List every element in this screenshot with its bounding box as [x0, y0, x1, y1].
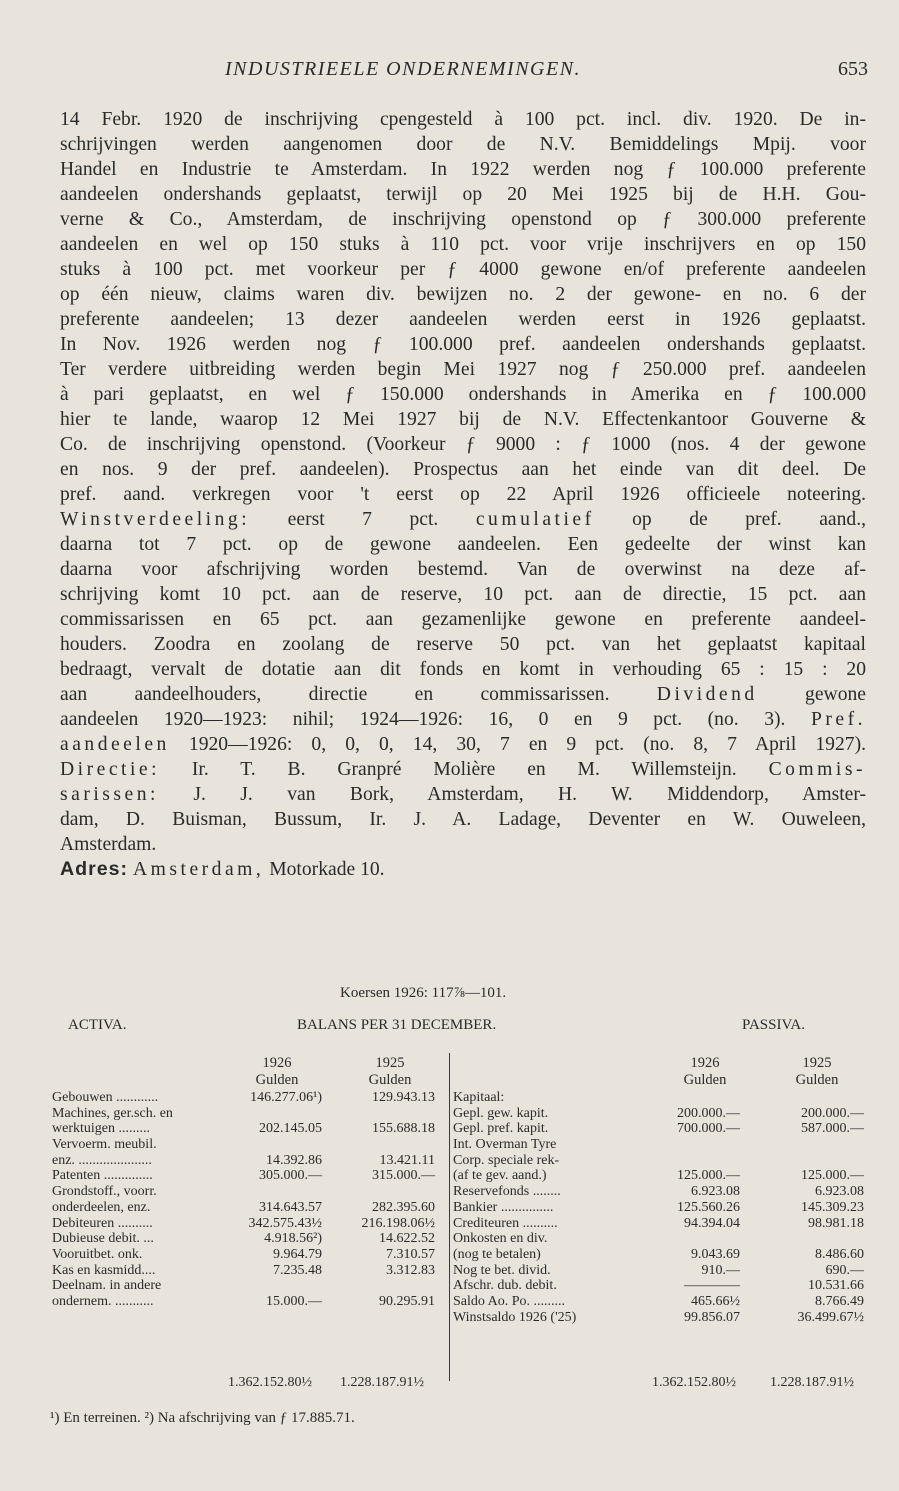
year-label: 1925	[802, 1055, 832, 1071]
activa-value-1925: 315.000.—	[372, 1168, 435, 1184]
text-line: aandeelen ondershands geplaatst, terwijl op 20 Mei 1925 bij de H.H. Gou-	[60, 184, 866, 205]
passiva-row-label: Kapitaal:	[453, 1090, 505, 1105]
activa-value-1926: 14.392.86	[266, 1152, 322, 1168]
passiva-row-label: (af te gev. aand.)	[453, 1168, 547, 1184]
spaced-label: Directie:	[60, 759, 161, 780]
column-divider	[449, 1053, 450, 1381]
passiva-row-label: Gepl. pref. kapit.	[453, 1121, 549, 1137]
text-span: op de pref. aand.,	[594, 509, 866, 530]
activa-value-1926: 15.000.—	[266, 1293, 322, 1309]
activa-value-1925: 90.295.91	[379, 1293, 435, 1309]
text-line: bedraagt, vervalt de dotatie aan dit fonds en komt in verhouding 65 : 15 : 20	[60, 659, 866, 680]
passiva-total-1925: 1.228.187.91½	[770, 1375, 854, 1390]
text-span: eerst 7 pct.	[250, 509, 476, 530]
text-line: stuks à 100 pct. met voorkeur per ƒ 4000 gewone en/of preferente aandeelen	[60, 259, 866, 280]
passiva-value-1926: 910.—	[701, 1262, 740, 1278]
year-label: 1926	[262, 1055, 292, 1071]
activa-value-1926	[212, 1106, 322, 1122]
passiva-1925-values	[752, 1090, 864, 1325]
activa-row-label: Grondstoff., voorr.	[52, 1184, 157, 1200]
passiva-value-1926	[630, 1231, 740, 1247]
passiva-value-1925: 145.309.23	[801, 1199, 864, 1215]
text-line: schrijving komt 10 pct. aan de reserve, 10 pct. aan de directie, 15 pct. aan	[60, 584, 866, 605]
passiva-col-1925-header	[772, 1055, 862, 1089]
activa-value-1925: 155.688.18	[372, 1121, 435, 1137]
activa-row-label: Vooruitbet. onk.	[52, 1246, 143, 1262]
activa-value-1925	[325, 1184, 435, 1200]
passiva-row-label: Reservefonds ........	[453, 1184, 561, 1200]
text-span: Ir. T. B. Granpré Molière en M. Willemsteijn.	[160, 759, 737, 780]
passiva-value-1926: 700.000.—	[677, 1121, 740, 1137]
activa-labels	[52, 1090, 173, 1310]
text-line	[60, 707, 866, 732]
passiva-value-1925	[752, 1137, 864, 1153]
body-text	[60, 107, 866, 882]
activa-value-1926: 7.235.48	[273, 1262, 322, 1278]
text-line: In Nov. 1926 werden nog ƒ 100.000 pref. aandeelen ondershands geplaatst.	[60, 334, 866, 355]
activa-col-1925-header	[345, 1055, 435, 1089]
passiva-value-1925: 10.531.66	[808, 1278, 864, 1294]
passiva-value-1925: 200.000.—	[801, 1105, 864, 1121]
activa-value-1925: 216.198.06½	[361, 1215, 435, 1231]
balance-title: BALANS PER 31 DECEMBER.	[297, 1017, 497, 1033]
activa-col-1926-header	[232, 1055, 322, 1089]
passiva-row-label: (nog te betalen)	[453, 1246, 541, 1262]
text-line: aandeelen en wel op 150 stuks à 110 pct. voor vrije inschrijvers en op 150	[60, 234, 866, 255]
text-line	[60, 732, 866, 757]
spaced-label: aandeelen	[60, 734, 170, 755]
passiva-value-1926: 6.923.08	[691, 1184, 740, 1200]
passiva-row-label: Int. Overman Tyre	[453, 1137, 557, 1153]
passiva-value-1926: 99.856.07	[684, 1309, 740, 1325]
text-line: commissarissen en 65 pct. aan gezamenlijke gewone en preferente aandeel-	[60, 609, 866, 630]
activa-value-1926: 342.575.43½	[248, 1215, 322, 1231]
passiva-value-1925	[752, 1153, 864, 1169]
passiva-col-1926-header	[655, 1055, 755, 1089]
spaced-label: Pref.	[810, 709, 866, 730]
text-line: houders. Zoodra en zoolang de reserve 50 pct. van het geplaatst kapitaal	[60, 634, 866, 655]
passiva-value-1925	[752, 1231, 864, 1247]
text-line: pref. aand. verkregen voor 't eerst op 22 April 1926 officieele noteering.	[60, 484, 866, 505]
text-line: à pari geplaatst, en wel ƒ 150.000 ondershands in Amerika en ƒ 100.000	[60, 384, 866, 405]
activa-value-1925: 7.310.57	[386, 1246, 435, 1262]
text-span: aandeelen 1920—1923: nihil; 1924—1926: 16, 0 en 9 pct. (no. 3).	[60, 709, 786, 730]
spaced-label: Dividend	[656, 684, 758, 705]
text-line: Co. de inschrijving openstond. (Voorkeur ƒ 9000 : ƒ 1000 (nos. 4 der gewone	[60, 434, 866, 455]
text-line: Handel en Industrie te Amsterdam. In 1922 werden nog ƒ 100.000 preferente	[60, 159, 866, 180]
passiva-row-label: Bankier ...............	[453, 1199, 554, 1215]
activa-1925-values	[325, 1090, 435, 1310]
passiva-value-1925: 8.766.49	[815, 1293, 864, 1309]
activa-value-1926: 305.000.—	[259, 1168, 322, 1184]
passiva-row-label: Afschr. dub. debit.	[453, 1278, 557, 1294]
passiva-row-label: Gepl. gew. kapit.	[453, 1105, 549, 1121]
activa-row-label: ondernem. ...........	[52, 1293, 154, 1309]
year-label: 1925	[375, 1055, 405, 1071]
text-line: schrijvingen werden aangenomen door de N.V. Bemiddelings Mpij. voor	[60, 134, 866, 155]
footnote: ¹) En terreinen. ²) Na afschrijving van ƒ 17.885.71.	[50, 1410, 355, 1426]
text-line: daarna voor afschrijving worden bestemd. Van de overwinst na deze af-	[60, 559, 866, 580]
activa-value-1926: 146.277.06¹)	[250, 1090, 322, 1105]
activa-value-1925	[325, 1278, 435, 1294]
activa-row-label: Gebouwen ............	[52, 1090, 159, 1105]
activa-row-label: Debiteuren ..........	[52, 1215, 153, 1231]
activa-row-label: Patenten ..............	[52, 1168, 153, 1184]
passiva-value-1926: 465.66½	[691, 1293, 740, 1309]
passiva-value-1925: 8.486.60	[815, 1246, 864, 1262]
unit-label: Gulden	[368, 1072, 412, 1088]
passiva-value-1926: 125.000.—	[677, 1168, 740, 1184]
activa-value-1925	[325, 1137, 435, 1153]
activa-row-label: Vervoerm. meubil.	[52, 1137, 157, 1153]
activa-value-1925: 14.622.52	[379, 1231, 435, 1247]
activa-value-1925: 282.395.60	[372, 1199, 435, 1215]
address-label: Adres:	[60, 858, 129, 880]
passiva-value-1926: ————	[684, 1278, 740, 1294]
activa-value-1926: 202.145.05	[259, 1121, 322, 1137]
passiva-value-1925: 36.499.67½	[797, 1309, 864, 1325]
text-span: aan aandeelhouders, directie en commissarissen.	[60, 684, 610, 705]
passiva-value-1925: 587.000.—	[801, 1121, 864, 1137]
spaced-label: cumulatief	[475, 509, 595, 530]
passiva-value-1926: 200.000.—	[677, 1105, 740, 1121]
passiva-row-label: Crediteuren ..........	[453, 1215, 558, 1231]
activa-value-1926	[212, 1278, 322, 1294]
passiva-value-1926	[630, 1090, 740, 1106]
text-line	[60, 782, 866, 807]
passiva-row-label: Corp. speciale rek-	[453, 1152, 560, 1168]
activa-value-1926	[212, 1184, 322, 1200]
running-header-title: INDUSTRIEELE ONDERNEMINGEN.	[225, 58, 582, 80]
activa-value-1926	[212, 1137, 322, 1153]
koersen-line: Koersen 1926: 117⅞—101.	[340, 985, 507, 1001]
activa-value-1925: 3.312.83	[386, 1262, 435, 1278]
passiva-value-1925: 125.000.—	[801, 1168, 864, 1184]
passiva-row-label: Winstsaldo 1926 ('25)	[453, 1309, 577, 1325]
activa-title: ACTIVA.	[68, 1017, 127, 1033]
text-line: preferente aandeelen; 13 dezer aandeelen werden eerst in 1926 geplaatst.	[60, 309, 866, 330]
passiva-value-1925	[752, 1090, 864, 1106]
text-span: 1920—1926: 0, 0, 0, 14, 30, 7 en 9 pct. (no. 8, 7 April 1927).	[169, 734, 866, 755]
passiva-1926-values	[630, 1090, 740, 1325]
text-line	[60, 682, 866, 707]
text-span: gewone	[757, 684, 866, 705]
page-number: 653	[838, 58, 868, 80]
passiva-row-label: Nog te bet. divid.	[453, 1262, 551, 1278]
text-line: en nos. 9 der pref. aandeelen). Prospectus aan het einde van dit deel. De	[60, 459, 866, 480]
passiva-total-1926: 1.362.152.80½	[652, 1375, 736, 1390]
unit-label: Gulden	[255, 1072, 299, 1088]
passiva-title: PASSIVA.	[742, 1017, 805, 1033]
spaced-label: Commis-	[768, 759, 867, 780]
passiva-value-1925: 98.981.18	[808, 1215, 864, 1231]
activa-1926-values	[212, 1090, 322, 1310]
passiva-value-1925: 690.—	[825, 1262, 864, 1278]
activa-row-label: onderdeelen, enz.	[52, 1199, 151, 1215]
activa-total-1926: 1.362.152.80½	[228, 1375, 312, 1390]
address-street: Motorkade 10.	[264, 859, 385, 880]
address-line	[60, 857, 866, 882]
passiva-value-1926	[630, 1153, 740, 1169]
activa-value-1926: 9.964.79	[273, 1246, 322, 1262]
activa-row-label: werktuigen .........	[52, 1121, 150, 1137]
text-line: daarna tot 7 pct. op de gewone aandeelen. Een gedeelte der winst kan	[60, 534, 866, 555]
spaced-label: sarissen:	[60, 784, 159, 805]
passiva-value-1926	[630, 1137, 740, 1153]
text-line	[60, 507, 866, 532]
passiva-value-1926: 9.043.69	[691, 1246, 740, 1262]
text-line: op één nieuw, claims waren div. bewijzen no. 2 der gewone- en no. 6 der	[60, 284, 866, 305]
passiva-value-1926: 125.560.26	[677, 1199, 740, 1215]
text-line: dam, D. Buisman, Bussum, Ir. J. A. Ladage, Deventer en W. Ouweleen,	[60, 809, 866, 830]
year-label: 1926	[690, 1055, 720, 1071]
activa-value-1925: 129.943.13	[372, 1090, 435, 1105]
activa-row-label: Dubieuse debit. ...	[52, 1231, 154, 1247]
activa-value-1926: 4.918.56²)	[264, 1231, 322, 1247]
text-span: J. J. van Bork, Amsterdam, H. W. Middendorp, Amster-	[158, 784, 866, 805]
passiva-value-1926: 94.394.04	[684, 1215, 740, 1231]
activa-row-label: Deelnam. in andere	[52, 1278, 162, 1294]
unit-label: Gulden	[683, 1072, 727, 1088]
activa-value-1925: 13.421.11	[379, 1152, 435, 1168]
activa-row-label: Kas en kasmidd....	[52, 1262, 156, 1278]
unit-label: Gulden	[795, 1072, 839, 1088]
address-city: Amsterdam,	[132, 859, 265, 880]
passiva-labels	[453, 1090, 576, 1325]
activa-value-1926: 314.643.57	[259, 1199, 322, 1215]
text-line: verne & Co., Amsterdam, de inschrijving openstond op ƒ 300.000 preferente	[60, 209, 866, 230]
activa-row-label: Machines, ger.sch. en	[52, 1105, 173, 1121]
text-line: Amsterdam.	[60, 834, 157, 855]
activa-value-1925	[325, 1106, 435, 1122]
passiva-value-1925: 6.923.08	[815, 1184, 864, 1200]
passiva-row-label: Saldo Ao. Po. .........	[453, 1293, 566, 1309]
passiva-row-label: Onkosten en div.	[453, 1231, 548, 1247]
text-line: 14 Febr. 1920 de inschrijving cpengesteld à 100 pct. incl. div. 1920. De in-	[60, 109, 866, 130]
spaced-label: Winstverdeeling:	[60, 509, 251, 530]
activa-total-1925: 1.228.187.91½	[340, 1375, 424, 1390]
activa-row-label: enz. .....................	[52, 1152, 152, 1168]
text-line: hier te lande, waarop 12 Mei 1927 bij de N.V. Effectenkantoor Gouverne &	[60, 409, 866, 430]
text-line	[60, 757, 866, 782]
text-line: Ter verdere uitbreiding werden begin Mei 1927 nog ƒ 250.000 pref. aandeelen	[60, 359, 866, 380]
